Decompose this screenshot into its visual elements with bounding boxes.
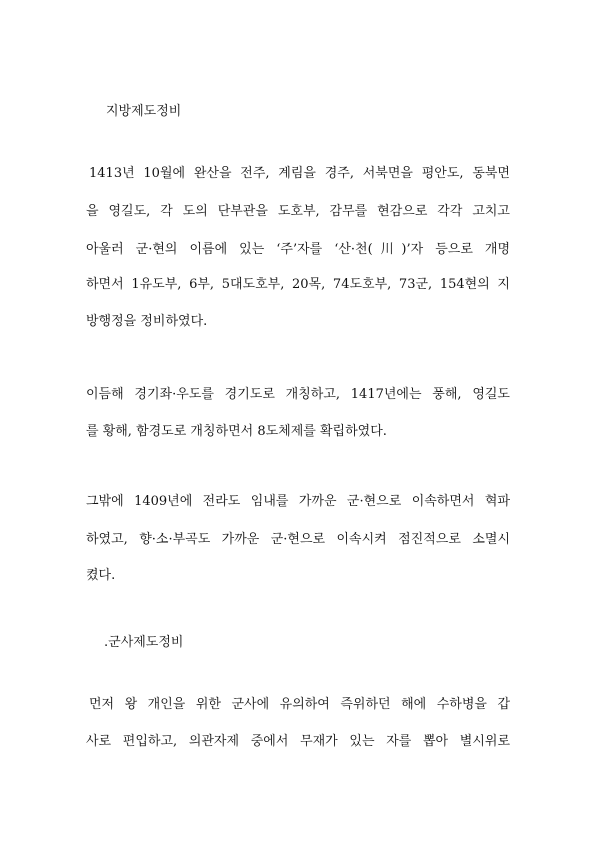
section-heading-military-system: .군사제도정비: [104, 635, 184, 650]
text-line: 사로 편입하고, 의관자제 중에서 무재가 있는 자를 뽑아 별시위로: [86, 734, 510, 749]
text-line: 방행정을 정비하였다.: [86, 314, 208, 329]
text-line: 아울러 군·현의 이름에 있는 ‘주’자를 ‘산·천(川)’자 등으로 개명: [86, 242, 510, 257]
text-line: 하였고, 향·소·부곡도 가까운 군·현으로 이속시켜 점진적으로 소멸시: [86, 532, 510, 547]
text-line: 을 영길도, 각 도의 단부관을 도호부, 감무를 현감으로 각각 고치고: [86, 204, 510, 219]
text-line: 1413년 10월에 완산을 전주, 계림을 경주, 서북면을 평안도, 동북면: [89, 166, 510, 181]
text-line: 먼저 왕 개인을 위한 군사에 유의하여 즉위하던 해에 수하병을 갑: [89, 697, 510, 712]
text-line: 켰다.: [86, 568, 116, 583]
text-line: 를 황해, 함경도로 개칭하면서 8도체제를 확립하였다.: [86, 424, 387, 439]
text-line: 하면서 1유도부, 6부, 5대도호부, 20목, 74도호부, 73군, 154현의 지: [86, 277, 510, 292]
section-heading-local-system: 지방제도정비: [106, 104, 182, 119]
text-line: 그밖에 1409년에 전라도 임내를 가까운 군·현으로 이속하면서 혁파: [86, 494, 510, 509]
text-line: 이듬해 경기좌·우도를 경기도로 개칭하고, 1417년에는 풍해, 영길도: [86, 387, 510, 402]
